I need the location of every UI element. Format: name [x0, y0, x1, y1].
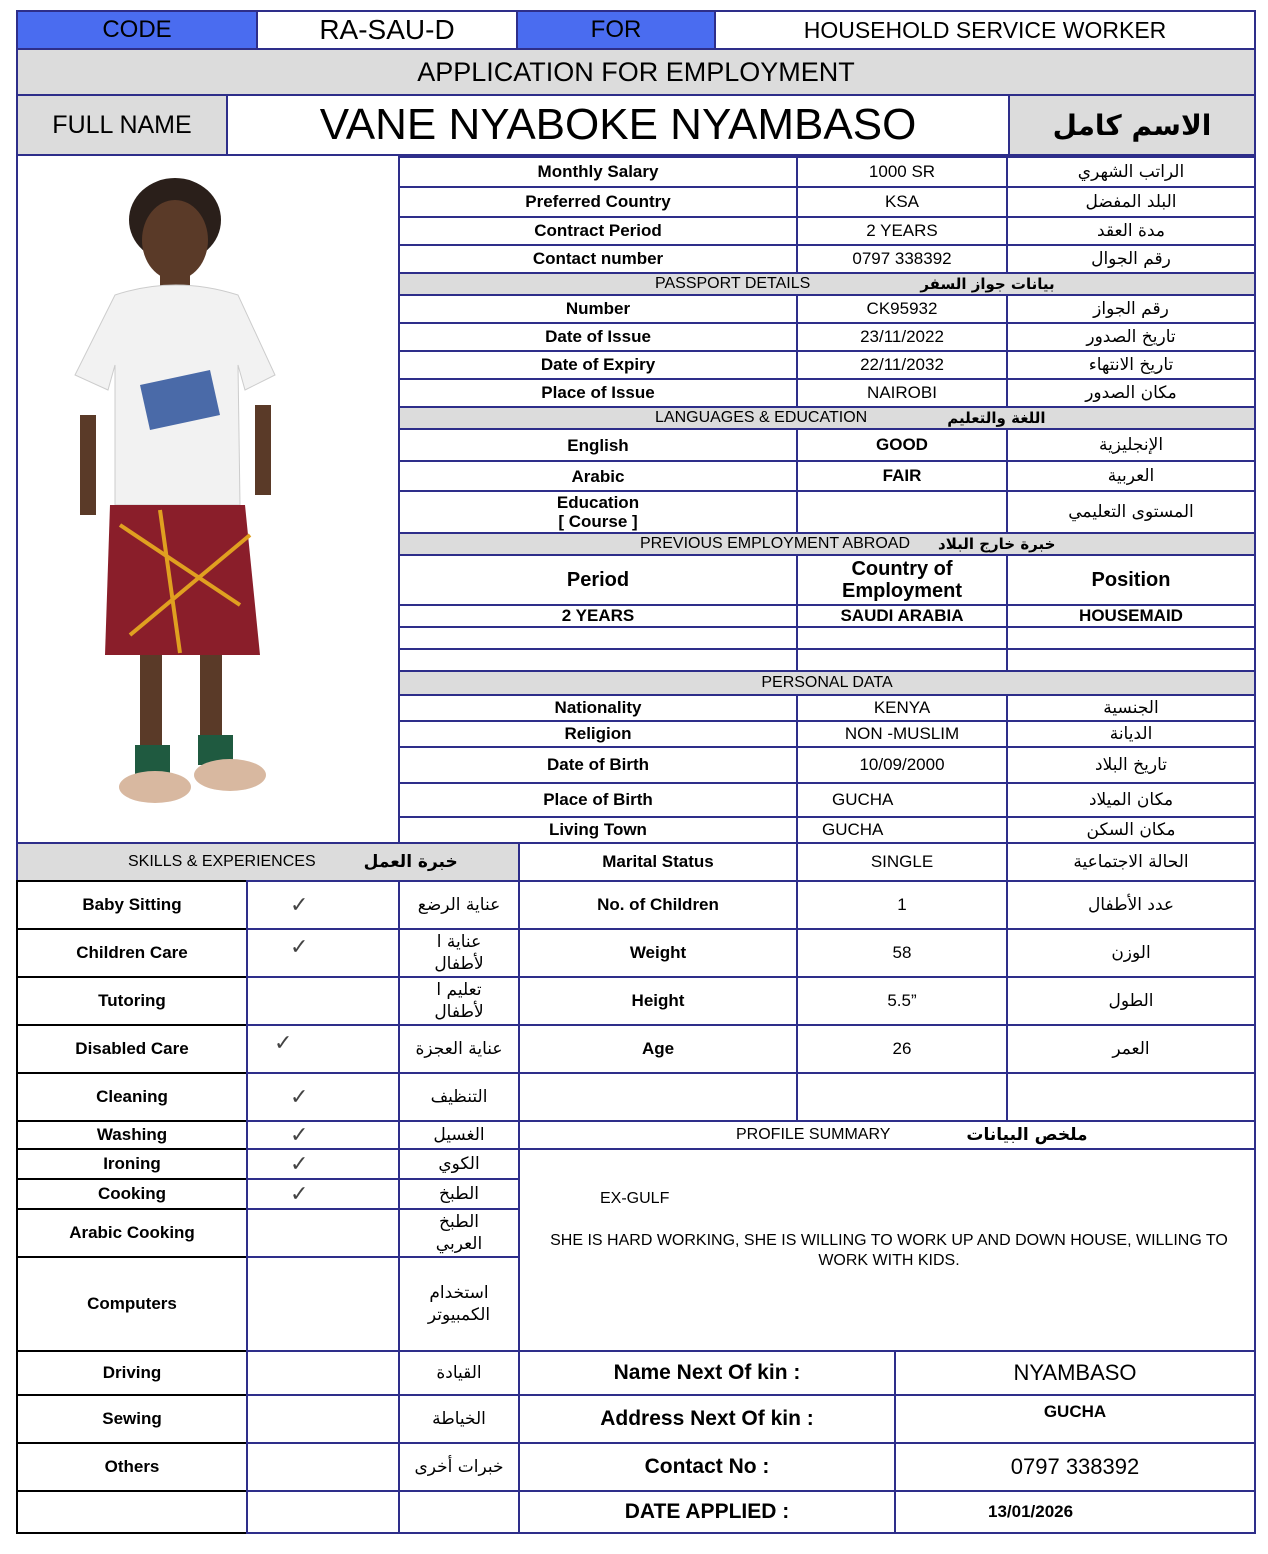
- skill-label: Computers: [16, 1256, 248, 1352]
- skill-check: ✓: [246, 1148, 400, 1180]
- personal-arabic-2: الوزن: [1006, 928, 1256, 978]
- personal-arabic: مكان السكن: [1006, 816, 1256, 844]
- personal-label-2: Marital Status: [518, 842, 798, 882]
- personal-label-2: Height: [518, 976, 798, 1026]
- languages-title-arabic: اللغة والتعليم: [947, 409, 1046, 427]
- personal-value-2: 5.5”: [796, 976, 1008, 1026]
- previous-cell: [398, 626, 798, 650]
- basic-arabic: الراتب الشهري: [1006, 156, 1256, 188]
- personal-value: 10/09/2000: [796, 746, 1008, 784]
- code-label: CODE: [16, 10, 258, 50]
- skill-arabic: [398, 1490, 520, 1534]
- skill-label: Baby Sitting: [16, 880, 248, 930]
- passport-arabic: مكان الصدور: [1006, 378, 1256, 408]
- skill-arabic: الطبخ العربي: [398, 1208, 520, 1258]
- summary-line-1: EX-GULF: [600, 1190, 670, 1207]
- applicant-photo: [60, 175, 320, 815]
- skill-check: [246, 1208, 400, 1258]
- previous-title: PREVIOUS EMPLOYMENT ABROAD: [640, 535, 910, 552]
- previous-cell: [796, 626, 1008, 650]
- passport-arabic: تاريخ الصدور: [1006, 322, 1256, 352]
- basic-arabic: مدة العقد: [1006, 216, 1256, 246]
- personal-arabic: الديانة: [1006, 720, 1256, 748]
- kin-label: Name Next Of kin :: [518, 1350, 896, 1396]
- previous-header: Position: [1006, 554, 1256, 606]
- skill-label: Driving: [16, 1350, 248, 1396]
- full-name-value: VANE NYABOKE NYAMBASO: [226, 94, 1010, 156]
- passport-value: 23/11/2022: [796, 322, 1008, 352]
- skills-section-title: [16, 842, 520, 882]
- page-title: APPLICATION FOR EMPLOYMENT: [16, 48, 1256, 96]
- personal-value-2: [796, 1072, 1008, 1122]
- skill-arabic: عناية ا لأطفال: [398, 928, 520, 978]
- previous-cell: [1006, 626, 1256, 650]
- language-label: Education [ Course ]: [398, 490, 798, 534]
- summary-line-2: SHE IS HARD WORKING, SHE IS WILLING TO WORK UP AND DOWN HOUSE, WILLING TO WORK WITH KIDS.: [550, 1232, 1228, 1269]
- personal-label: Date of Birth: [398, 746, 798, 784]
- kin-value: GUCHA: [894, 1394, 1256, 1444]
- kin-label: Address Next Of kin :: [518, 1394, 896, 1444]
- basic-label: Contact number: [398, 244, 798, 274]
- summary-title-arabic: ملخص البيانات: [966, 1125, 1088, 1145]
- passport-title-arabic: بيانات جواز السفر: [920, 275, 1055, 293]
- skills-title-arabic: خبرة العمل: [363, 852, 458, 872]
- personal-value: KENYA: [796, 694, 1008, 722]
- skills-title: SKILLS & EXPERIENCES: [128, 853, 316, 870]
- basic-value: 0797 338392: [796, 244, 1008, 274]
- basic-label: Monthly Salary: [398, 156, 798, 188]
- personal-label: Nationality: [398, 694, 798, 722]
- personal-arabic-2: الطول: [1006, 976, 1256, 1026]
- personal-section-title: PERSONAL DATA: [398, 670, 1256, 696]
- skill-label: [16, 1490, 248, 1534]
- summary-section-title: [518, 1120, 1256, 1150]
- languages-section-title: [398, 406, 1256, 430]
- previous-cell: HOUSEMAID: [1006, 604, 1256, 628]
- personal-arabic-2: العمر: [1006, 1024, 1256, 1074]
- skill-check: ✓: [246, 1024, 400, 1074]
- basic-arabic: البلد المفضل: [1006, 186, 1256, 218]
- kin-value: NYAMBASO: [894, 1350, 1256, 1396]
- personal-arabic-2: [1006, 1072, 1256, 1122]
- language-arabic: الإنجليزية: [1006, 428, 1256, 462]
- full-name-label: FULL NAME: [16, 94, 228, 156]
- personal-value: NON -MUSLIM: [796, 720, 1008, 748]
- personal-value-2: SINGLE: [796, 842, 1008, 882]
- kin-value: 0797 338392: [894, 1442, 1256, 1492]
- personal-arabic: مكان الميلاد: [1006, 782, 1256, 818]
- personal-arabic: الجنسية: [1006, 694, 1256, 722]
- basic-label: Contract Period: [398, 216, 798, 246]
- skill-check: ✓: [246, 928, 400, 978]
- previous-header: Country of Employment: [796, 554, 1008, 606]
- previous-cell: [398, 648, 798, 672]
- personal-label-2: No. of Children: [518, 880, 798, 930]
- kin-label: Contact No :: [518, 1442, 896, 1492]
- previous-cell: [796, 648, 1008, 672]
- skill-check: [246, 1394, 400, 1444]
- code-value: RA-SAU-D: [256, 10, 518, 50]
- for-label: FOR: [516, 10, 716, 50]
- language-arabic: المستوى التعليمي: [1006, 490, 1256, 534]
- personal-value-2: 1: [796, 880, 1008, 930]
- languages-title: LANGUAGES & EDUCATION: [655, 409, 868, 426]
- skill-check: [246, 1256, 400, 1352]
- kin-label: DATE APPLIED :: [518, 1490, 896, 1534]
- passport-label: Date of Expiry: [398, 350, 798, 380]
- skill-arabic: الطبخ: [398, 1178, 520, 1210]
- skill-label: Disabled Care: [16, 1024, 248, 1074]
- basic-label: Preferred Country: [398, 186, 798, 218]
- personal-label-2: Weight: [518, 928, 798, 978]
- basic-value: KSA: [796, 186, 1008, 218]
- skill-arabic: تعليم ا لأطفال: [398, 976, 520, 1026]
- skill-arabic: التنظيف: [398, 1072, 520, 1122]
- personal-label: Place of Birth: [398, 782, 798, 818]
- passport-value: NAIROBI: [796, 378, 1008, 408]
- passport-label: Place of Issue: [398, 378, 798, 408]
- previous-cell: [1006, 648, 1256, 672]
- skill-check: [246, 976, 400, 1026]
- previous-header: Period: [398, 554, 798, 606]
- personal-arabic: تاريخ البلاد: [1006, 746, 1256, 784]
- skill-label: Washing: [16, 1120, 248, 1150]
- basic-value: 2 YEARS: [796, 216, 1008, 246]
- skill-check: ✓: [246, 1178, 400, 1210]
- skill-label: Cooking: [16, 1178, 248, 1210]
- basic-value: 1000 SR: [796, 156, 1008, 188]
- skill-arabic: الخياطة: [398, 1394, 520, 1444]
- previous-cell: SAUDI ARABIA: [796, 604, 1008, 628]
- language-arabic: العربية: [1006, 460, 1256, 492]
- personal-value: GUCHA: [796, 816, 1008, 844]
- passport-arabic: تاريخ الانتهاء: [1006, 350, 1256, 380]
- passport-section-title: [398, 272, 1256, 296]
- skill-label: Children Care: [16, 928, 248, 978]
- previous-section-title: [398, 532, 1256, 556]
- previous-cell: 2 YEARS: [398, 604, 798, 628]
- for-value: HOUSEHOLD SERVICE WORKER: [714, 10, 1256, 50]
- passport-label: Number: [398, 294, 798, 324]
- skill-arabic: الكوي: [398, 1148, 520, 1180]
- full-name-arabic: الاسم كامل: [1008, 94, 1256, 156]
- skill-arabic: القيادة: [398, 1350, 520, 1396]
- personal-label: Living Town: [398, 816, 798, 844]
- skill-label: Ironing: [16, 1148, 248, 1180]
- personal-label: Religion: [398, 720, 798, 748]
- passport-title: PASSPORT DETAILS: [655, 275, 811, 292]
- skill-check: [246, 1490, 400, 1534]
- personal-value-2: 26: [796, 1024, 1008, 1074]
- personal-arabic-2: الحالة الاجتماعية: [1006, 842, 1256, 882]
- passport-arabic: رقم الجواز: [1006, 294, 1256, 324]
- personal-arabic-2: عدد الأطفال: [1006, 880, 1256, 930]
- language-label: Arabic: [398, 460, 798, 492]
- personal-label-2: [518, 1072, 798, 1122]
- language-label: English: [398, 428, 798, 462]
- skill-arabic: عناية العجزة: [398, 1024, 520, 1074]
- basic-arabic: رقم الجوال: [1006, 244, 1256, 274]
- skill-label: Arabic Cooking: [16, 1208, 248, 1258]
- skill-label: Tutoring: [16, 976, 248, 1026]
- language-value: GOOD: [796, 428, 1008, 462]
- skill-arabic: عناية الرضع: [398, 880, 520, 930]
- passport-value: 22/11/2032: [796, 350, 1008, 380]
- skill-check: ✓: [246, 880, 400, 930]
- skill-arabic: الغسيل: [398, 1120, 520, 1150]
- skill-check: [246, 1442, 400, 1492]
- skill-arabic: خبرات أخرى: [398, 1442, 520, 1492]
- personal-value: GUCHA: [796, 782, 1008, 818]
- previous-title-arabic: خبرة خارج البلاد: [938, 535, 1056, 553]
- personal-value-2: 58: [796, 928, 1008, 978]
- skill-arabic: استخدام الكمبيوتر: [398, 1256, 520, 1352]
- skill-label: Sewing: [16, 1394, 248, 1444]
- skill-check: ✓: [246, 1120, 400, 1150]
- skill-check: ✓: [246, 1072, 400, 1122]
- skill-label: Others: [16, 1442, 248, 1492]
- skill-label: Cleaning: [16, 1072, 248, 1122]
- passport-label: Date of Issue: [398, 322, 798, 352]
- personal-label-2: Age: [518, 1024, 798, 1074]
- kin-value: 13/01/2026: [894, 1490, 1256, 1534]
- passport-value: CK95932: [796, 294, 1008, 324]
- language-value: FAIR: [796, 460, 1008, 492]
- summary-title: PROFILE SUMMARY: [736, 1126, 891, 1143]
- skill-check: [246, 1350, 400, 1396]
- language-value: [796, 490, 1008, 534]
